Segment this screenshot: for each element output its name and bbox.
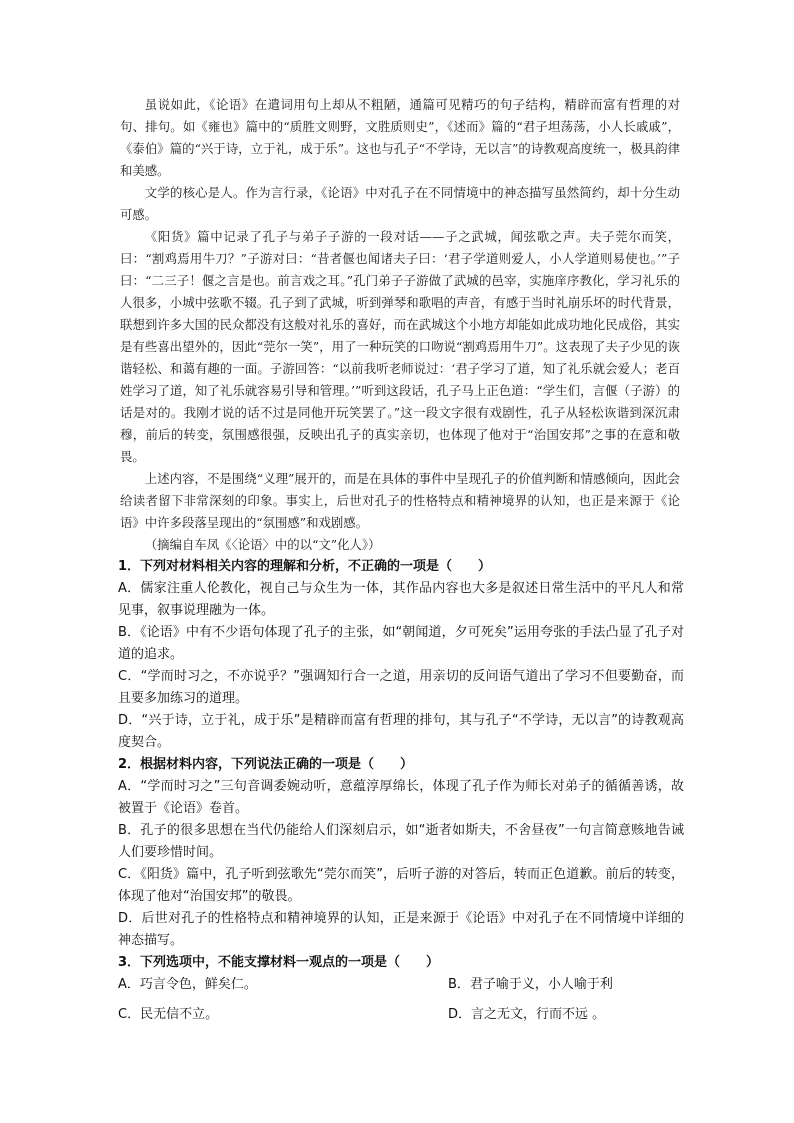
question-3-options-row-1 <box>118 974 684 996</box>
question-1-option-c: C．“学而时习之，不亦说乎？”强调知行合一之道，用亲切的反问语气道出了学习不但要勤奋，而且要多加练习的道理。 <box>118 669 684 706</box>
question-3-options-row-2 <box>118 1004 684 1026</box>
passage-paragraph: 文学的核心是人。作为言行录，《论语》中对孔子在不同情境中的神态描写虽然简约，却十分生动可感。 <box>120 185 680 222</box>
question-3-option-c: C．民无信不立。 <box>118 1007 219 1022</box>
passage-paragraph: 《阳货》篇中记录了孔子与弟子子游的一段对话——子之武城，闻弦歌之声。夫子莞尔而笑，曰：“割鸡焉用牛刀？”子游对曰：“昔者偃也闻诸夫子曰：‘君子学道则爱人，小人学道则易使也。’”子曰：“二三子！偃之言是也。前言戏之耳。”孔门弟子子游做了武城的邑宰，实施庠序教化，学习礼乐的人很多，小城中弦歌不辍。孔子到了武城，听到弹琴和歌唱的声音，有感于当时礼崩乐坏的时代背景，联想到许多大国的民众都没有这般对礼乐的喜好，而在武城这个小地方却能如此成功地化民成俗，其实是有些喜出望外的，因此“莞尔一笑”，用了一种玩笑的口吻说“割鸡焉用牛刀”。这表现了夫子少见的诙谐轻松、和蔼有趣的一面。子游回答：“以前我听老师说过：‘君子学习了道，知了礼乐就会爱人；老百姓学习了道，知了礼乐就容易引导和管理。’”听到这段话，孔子马上正色道：“学生们，言偃（子游）的话是对的。我刚才说的话不过是同他开玩笑罢了。”这一段文字很有戏剧性，孔子从轻松诙谐到深沉肃穆，前后的转变，氛围感很强，反映出孔子的真实亲切，也体现了他对于“治国安邦”之事的在意和敬畏。 <box>120 229 680 464</box>
question-1-option-a: A．儒家注重人伦教化，视自己与众生为一体，其作品内容也大多是叙述日常生活中的平凡人和常见事，叙事说理融为一体。 <box>118 581 684 618</box>
question-3-option-d: D．言之无文，行而不远 。 <box>448 1007 606 1022</box>
question-2-stem: 2．根据材料内容，下列说法正确的一项是（ ） <box>118 757 414 772</box>
question-1-option-b: B．《论语》中有不少语句体现了孔子的主张，如“朝闻道，夕可死矣”运用夸张的手法凸显了孔子对道的追求。 <box>118 625 684 662</box>
reading-passage <box>120 94 680 556</box>
question-section <box>118 556 684 1026</box>
question-3-option-a: A．巧言令色，鲜矣仁。 <box>118 977 257 992</box>
question-2-option-d: D．后世对孔子的性格特点和精神境界的认知，正是来源于《论语》中对孔子在不同情境中详细的神态描写。 <box>118 911 684 948</box>
question-3-option-b: B．君子喻于义，小人喻于利 <box>448 977 613 992</box>
question-2-option-b: B．孔子的很多思想在当代仍能给人们深刻启示，如“逝者如斯夫，不舍昼夜”一句言简意赅地告诫人们要珍惜时间。 <box>118 823 684 860</box>
question-2-option-a: A．“学而时习之”三句音调委婉动听，意蕴淳厚绵长，体现了孔子作为师长对弟子的循循善诱，故被置于《论语》卷首。 <box>118 779 684 816</box>
passage-paragraph: 虽说如此，《论语》在遣词用句上却从不粗陋，通篇可见精巧的句子结构，精辟而富有哲理的对句、排句。如《雍也》篇中的“质胜文则野，文胜质则史”，《述而》篇的“君子坦荡荡，小人长戚戚”，《泰伯》篇的“兴于诗，立于礼，成于乐”。这也与孔子“不学诗，无以言”的诗教观高度统一，极具韵律和美感。 <box>120 97 680 178</box>
question-3-stem: 3．下列选项中，不能支撑材料一观点的一项是（ ） <box>118 955 440 970</box>
question-2-option-c: C．《阳货》篇中，孔子听到弦歌先“莞尔而笑”，后听子游的对答后，转而正色道歉。前后的转变，体现了他对“治国安邦”的敬畏。 <box>118 867 684 904</box>
passage-paragraph: 上述内容，不是围绕“义理”展开的，而是在具体的事件中呈现孔子的价值判断和情感倾向，因此会给读者留下非常深刻的印象。事实上，后世对孔子的性格特点和精神境界的认知，也正是来源于《论语》中许多段落呈现出的“氛围感”和戏剧感。 <box>120 471 680 530</box>
passage-source: （摘编自车凤《〈论语〉中的以“文”化人》） <box>144 537 381 552</box>
question-1-stem: 1．下列对材料相关内容的理解和分析，不正确的一项是（ ） <box>118 559 492 574</box>
question-1-option-d: D．“兴于诗，立于礼，成于乐”是精辟而富有哲理的排句，其与孔子“不学诗，无以言”的诗教观高度契合。 <box>118 713 684 750</box>
